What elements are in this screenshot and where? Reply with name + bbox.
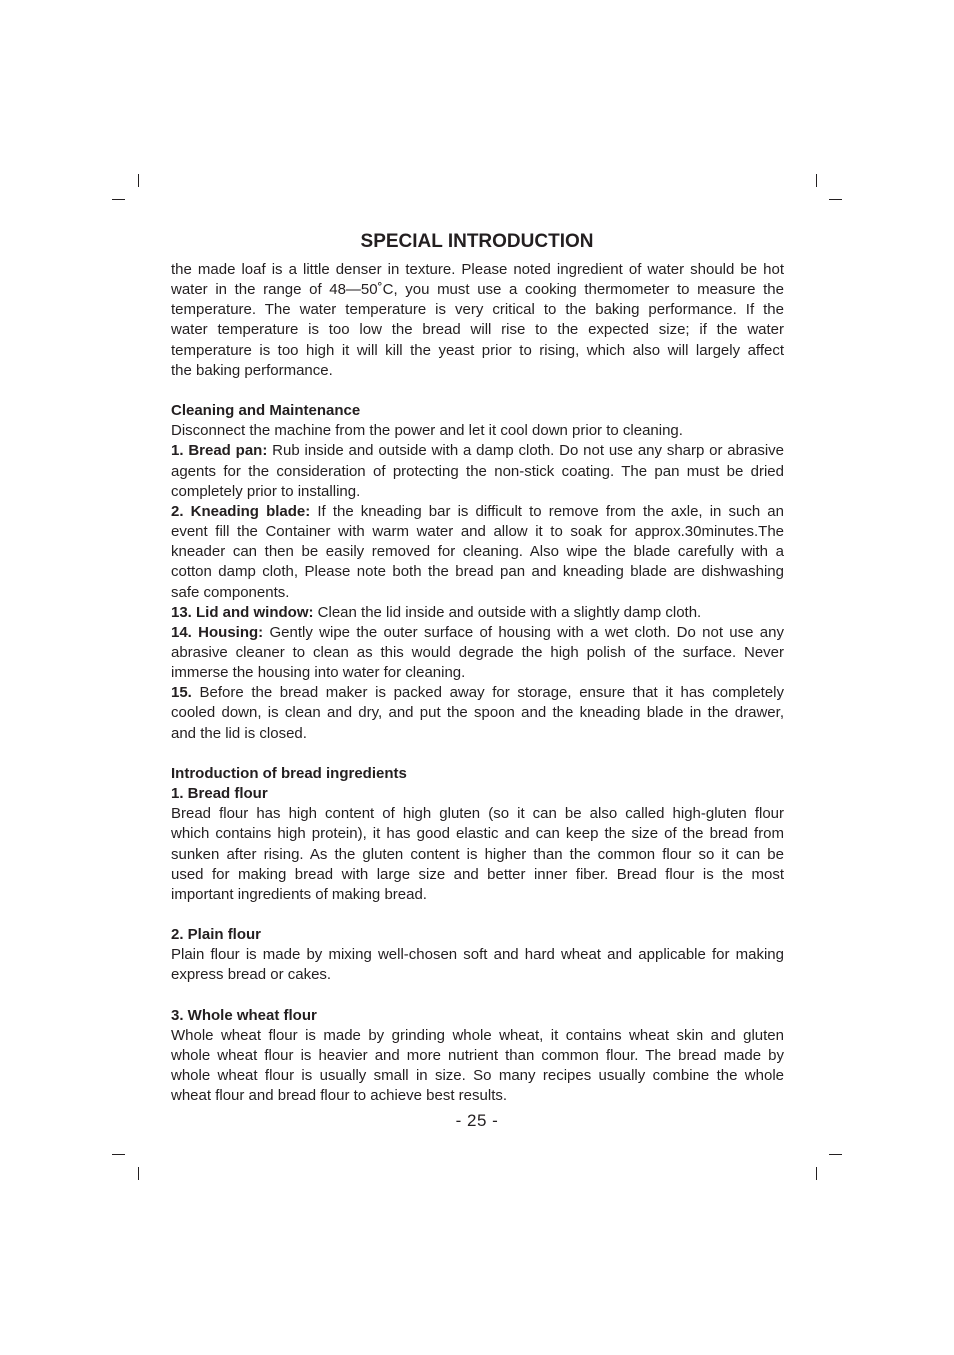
subsection-line: whole wheat flour is usually small in size. So many recipes usually combine the whole [171,1067,784,1085]
item-line: Gently wipe the outer surface of housing with a wet cloth. Do not use any [269,623,784,641]
cleaning-item-housing [171,623,784,643]
item-label: 15. [171,684,192,702]
subsection-line: wheat flour and bread flour to achieve best results. [171,1087,508,1105]
item-line: kneader can then be easily removed for cleaning. Also wipe the blade carefully with a [171,543,784,561]
cleaning-item-kneading-blade [171,502,784,522]
intro-line: water in the range of 48—50˚C, you must use a cooking thermometer to measure the [171,281,784,299]
item-line: Clean the lid inside and outside with a slightly damp cloth. [317,603,702,621]
item-line: Rub inside and outside with a damp cloth. Do not use any sharp or abrasive [272,442,785,460]
intro-line: the made loaf is a little denser in texture. Please noted ingredient of water should be hot [171,261,784,278]
crop-mark-top-left-vertical [138,174,139,187]
page-number: - 25 - [455,1111,499,1130]
intro-line: the baking performance. [171,361,333,379]
cleaning-item-storage [171,683,784,703]
item-line: abrasive cleaner to clean as this would degrade the high polish of the surface. Never [171,643,784,661]
subsection-line: sunken after rising. As the gluten content is higher than the common flour so it can be [171,845,784,863]
paragraph-gap [171,905,784,925]
item-line: agents for the consideration of protecting the non-stick coating. The pan must be dried [171,462,784,480]
subsection-line: whole wheat flour is heavier and more nutrient than common flour. The bread made by [171,1047,784,1065]
item-label: 13. Lid and window: [171,603,314,621]
intro-line: temperature is too high it will kill the yeast prior to rising, which also will largely affect [171,341,784,359]
cleaning-item-lid-window [171,603,784,623]
intro-line: temperature. The water temperature is very critical to the baking performance. If the [171,301,784,319]
section-heading-cleaning: Cleaning and Maintenance [171,402,361,420]
subsection-line: important ingredients of making bread. [171,885,427,903]
paragraph-gap [171,381,784,401]
subsection-heading-bread-flour: 1. Bread flour [171,785,268,803]
crop-mark-top-right-vertical [816,174,817,187]
item-label: 2. Kneading blade: [171,502,311,520]
subsection-line: Bread flour has high content of high gluten (so it can be also called high-gluten flour [171,805,784,823]
crop-mark-top-left-horizontal [112,199,125,200]
intro-line: water temperature is too low the bread will rise to the expected size; if the water [171,321,784,339]
item-line: completely prior to installing. [171,482,361,500]
paragraph-gap [171,744,784,764]
item-line: cotton damp cloth, Please note both the bread pan and kneading blade are dishwashing [171,563,784,581]
page-title: SPECIAL INTRODUCTION [360,231,594,252]
subsection-line: Whole wheat flour is made by grinding whole wheat, it contains wheat skin and gluten [171,1026,784,1044]
crop-mark-bottom-right-vertical [816,1167,817,1180]
crop-mark-bottom-right-horizontal [829,1154,842,1155]
subsection-line: express bread or cakes. [171,966,332,984]
item-label: 14. Housing: [171,623,264,641]
item-line: cooled down, is clean and dry, and put the spoon and the kneading blade in the drawer, [171,704,784,722]
section-heading-ingredients: Introduction of bread ingredients [171,764,407,782]
item-line: Before the bread maker is packed away for storage, ensure that it has completely [199,684,785,702]
item-line: If the kneading bar is difficult to remove from the axle, in such an [317,502,784,520]
item-line: event fill the Container with warm water and allow it to soak for approx.30minutes.The [171,523,784,541]
subsection-heading-whole-wheat-flour: 3. Whole wheat flour [171,1006,317,1024]
crop-mark-top-right-horizontal [829,199,842,200]
page-content [171,260,784,1107]
subsection-line: used for making bread with large size and better inner fiber. Bread flour is the most [171,865,784,883]
crop-mark-bottom-left-vertical [138,1167,139,1180]
cleaning-item-bread-pan [171,441,784,461]
subsection-line: which contains high protein), it has good elastic and can keep the size of the bread from [171,825,784,843]
cleaning-intro: Disconnect the machine from the power and let it cool down prior to cleaning. [171,422,683,440]
subsection-heading-plain-flour: 2. Plain flour [171,926,262,944]
item-line: and the lid is closed. [171,724,307,742]
subsection-line: Plain flour is made by mixing well-chosen soft and hard wheat and applicable for making [171,946,784,964]
item-label: 1. Bread pan: [171,442,268,460]
item-line: safe components. [171,583,290,601]
item-line: immerse the housing into water for cleaning. [171,664,466,682]
paragraph-gap [171,986,784,1006]
crop-mark-bottom-left-horizontal [112,1154,125,1155]
